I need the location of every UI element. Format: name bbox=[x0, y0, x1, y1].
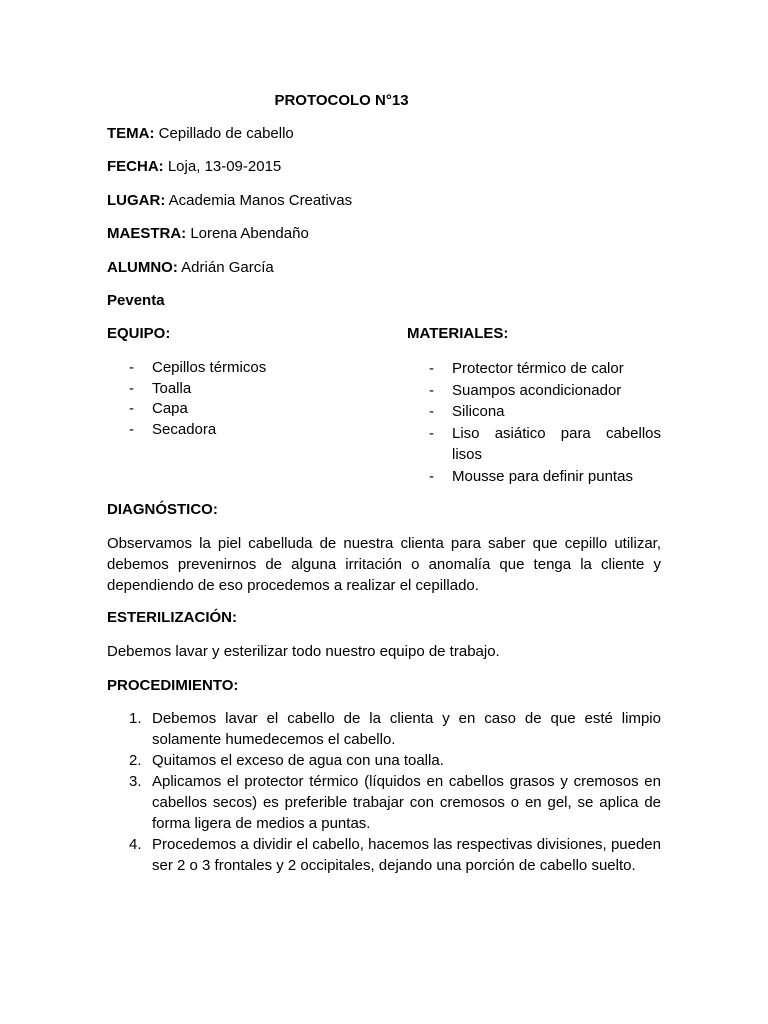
esterilizacion-text: Debemos lavar y esterilizar todo nuestro equipo de trabajo. bbox=[107, 643, 500, 660]
step-text: Debemos lavar el cabello de la clienta y en caso de que esté limpio solamente humedecemos el cabello. bbox=[152, 710, 661, 748]
step-text: Aplicamos el protector térmico (líquidos en cabellos grasos y cremosos en cabellos secos) es preferible trabajar con cremosos o en gel, se aplica de forma ligera de medios a puntas. bbox=[152, 773, 661, 832]
field-tema-value: Cepillado de cabello bbox=[158, 125, 294, 142]
list-item bbox=[407, 466, 661, 488]
field-maestra-label: MAESTRA: bbox=[107, 225, 187, 242]
field-alumno-value: Adrián García bbox=[181, 259, 274, 276]
list-dash: - bbox=[129, 421, 134, 439]
list-item bbox=[107, 771, 661, 834]
equipo-heading: EQUIPO: bbox=[107, 325, 171, 342]
field-tema bbox=[107, 124, 294, 144]
diagnostico-text: Observamos la piel cabelluda de nuestra clienta para saber que cepillo utilizar, debemos prevenirnos de alguna irritación o anomalía que tenga la cliente y dependiendo de eso procedemos a realizar el cepillado. bbox=[107, 535, 661, 594]
procedimiento-heading: PROCEDIMIENTO: bbox=[107, 677, 239, 694]
field-lugar-label: LUGAR: bbox=[107, 192, 166, 209]
step-number: 4. bbox=[129, 836, 142, 853]
list-item-text: Toalla bbox=[152, 379, 192, 397]
list-item-text: Liso asiático para cabellos lisos bbox=[452, 424, 661, 463]
materiales-heading: MATERIALES: bbox=[407, 325, 509, 342]
list-item-text: Capa bbox=[152, 400, 188, 418]
field-tema-label: TEMA: bbox=[107, 125, 155, 142]
materiales-list bbox=[407, 358, 661, 487]
list-item bbox=[407, 423, 661, 466]
field-fecha-value: Loja, 13-09-2015 bbox=[167, 158, 282, 175]
field-alumno-label: ALUMNO: bbox=[107, 259, 178, 276]
list-dash: - bbox=[429, 381, 434, 399]
peventa-heading: Peventa bbox=[107, 292, 165, 309]
list-dash: - bbox=[429, 403, 434, 420]
list-item-text: Silicona bbox=[452, 403, 505, 420]
list-item-text: Suampos acondicionador bbox=[452, 381, 622, 399]
diagnostico-heading: DIAGNÓSTICO: bbox=[107, 501, 218, 518]
list-item-text: Protector térmico de calor bbox=[452, 360, 624, 377]
list-item bbox=[107, 358, 377, 379]
list-item bbox=[407, 358, 661, 380]
list-item bbox=[407, 401, 661, 423]
document-title: PROTOCOLO N°13 bbox=[274, 92, 409, 109]
field-maestra-value: Lorena Abendaño bbox=[190, 225, 309, 242]
list-dash: - bbox=[129, 400, 134, 418]
list-item-text: Cepillos térmicos bbox=[152, 359, 267, 376]
list-dash: - bbox=[129, 379, 134, 397]
list-item-text: Secadora bbox=[152, 421, 217, 439]
step-number: 2. bbox=[129, 752, 142, 769]
list-dash: - bbox=[429, 467, 434, 485]
field-fecha bbox=[107, 157, 281, 177]
list-item bbox=[407, 380, 661, 402]
step-number: 1. bbox=[129, 710, 142, 727]
procedimiento-list bbox=[107, 708, 661, 876]
field-lugar bbox=[107, 191, 352, 211]
list-item bbox=[107, 420, 377, 441]
list-item bbox=[107, 834, 661, 876]
step-text: Procedemos a dividir el cabello, hacemos las respectivas divisiones, pueden ser 2 o 3 frontales y 2 occipitales, dejando una porción de cabello suelto. bbox=[152, 836, 661, 874]
field-maestra bbox=[107, 224, 309, 244]
list-dash: - bbox=[429, 360, 434, 377]
field-alumno bbox=[107, 258, 274, 278]
list-item bbox=[107, 379, 377, 400]
list-item bbox=[107, 750, 661, 771]
step-number: 3. bbox=[129, 773, 142, 790]
field-lugar-value: Academia Manos Creativas bbox=[168, 192, 353, 209]
list-dash: - bbox=[129, 359, 134, 376]
equipo-list bbox=[107, 358, 377, 441]
esterilizacion-heading: ESTERILIZACIÓN: bbox=[107, 609, 237, 626]
field-fecha-label: FECHA: bbox=[107, 158, 164, 175]
list-dash: - bbox=[429, 424, 434, 442]
list-item bbox=[107, 708, 661, 750]
list-item-text: Mousse para definir puntas bbox=[452, 467, 633, 485]
step-text: Quitamos el exceso de agua con una toalla. bbox=[152, 752, 444, 769]
list-item bbox=[107, 399, 377, 420]
